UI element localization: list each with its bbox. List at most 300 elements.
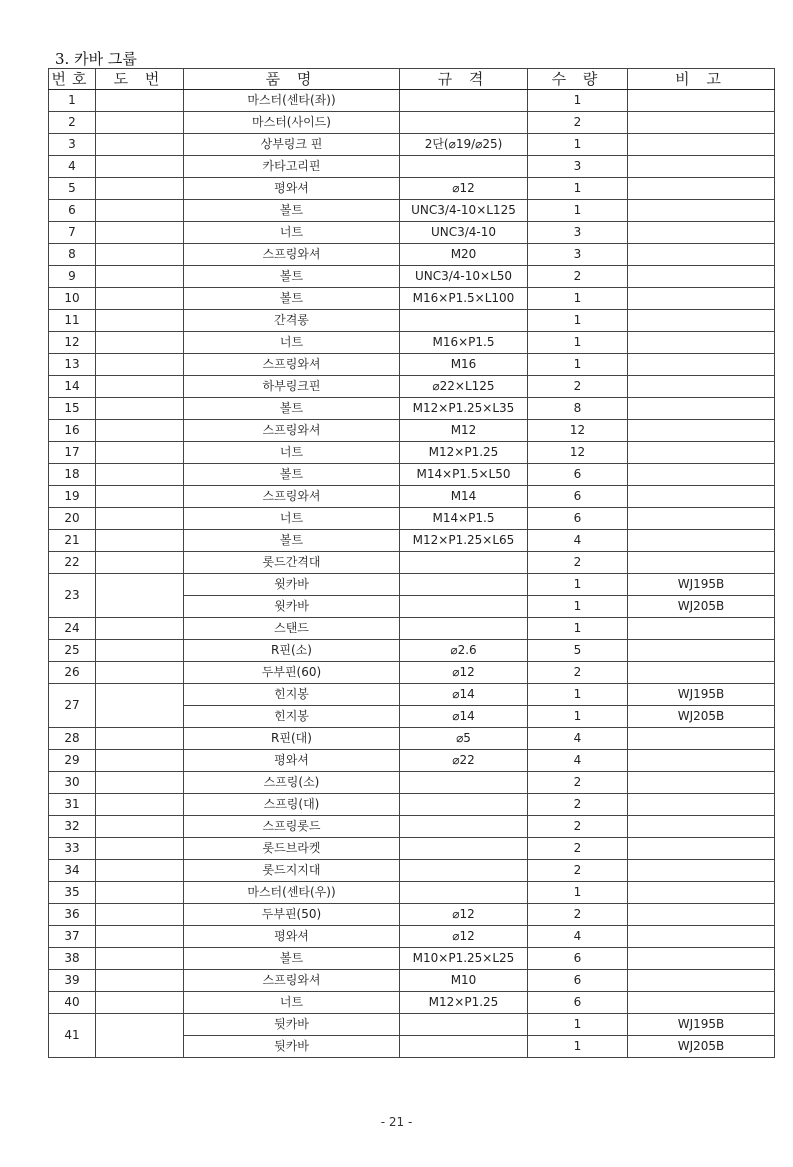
table-row — [49, 926, 775, 948]
part-name-cell: 볼트 — [184, 948, 400, 970]
row-number: 4 — [49, 156, 96, 178]
drawing-number-cell — [96, 90, 184, 112]
quantity-cell: 6 — [528, 992, 628, 1014]
spec-cell: M12×P1.25×L35 — [400, 398, 528, 420]
drawing-number-cell — [96, 508, 184, 530]
part-name-cell: 롯드간격대 — [184, 552, 400, 574]
spec-cell: ⌀22 — [400, 750, 528, 772]
part-name-cell: 스프링롯드 — [184, 816, 400, 838]
remarks-cell — [628, 904, 775, 926]
row-number: 8 — [49, 244, 96, 266]
part-name-cell: 너트 — [184, 442, 400, 464]
part-name-cell: 평와셔 — [184, 750, 400, 772]
part-name-cell: 스프링와셔 — [184, 420, 400, 442]
remarks-cell — [628, 750, 775, 772]
table-row — [49, 948, 775, 970]
part-name-cell: 평와셔 — [184, 926, 400, 948]
quantity-cell: 1 — [528, 1036, 628, 1058]
remarks-cell: WJ195B — [628, 574, 775, 596]
remarks-cell — [628, 200, 775, 222]
row-number: 39 — [49, 970, 96, 992]
row-number: 2 — [49, 112, 96, 134]
table-row — [49, 376, 775, 398]
drawing-number-cell — [96, 398, 184, 420]
part-name-cell: 카타고리핀 — [184, 156, 400, 178]
part-name-cell: 윗카바 — [184, 596, 400, 618]
spec-cell: ⌀12 — [400, 904, 528, 926]
part-name-cell: 스프링와셔 — [184, 486, 400, 508]
table-row — [49, 772, 775, 794]
quantity-cell: 1 — [528, 200, 628, 222]
quantity-cell: 2 — [528, 816, 628, 838]
quantity-cell: 1 — [528, 310, 628, 332]
spec-cell: M12×P1.25 — [400, 992, 528, 1014]
spec-cell: UNC3/4-10×L50 — [400, 266, 528, 288]
parts-table-body — [49, 90, 775, 1058]
drawing-number-cell — [96, 860, 184, 882]
part-name-cell: 롯드지지대 — [184, 860, 400, 882]
quantity-cell: 4 — [528, 750, 628, 772]
drawing-number-cell — [96, 794, 184, 816]
row-number: 10 — [49, 288, 96, 310]
spec-cell: M14 — [400, 486, 528, 508]
remarks-cell — [628, 530, 775, 552]
row-number: 29 — [49, 750, 96, 772]
row-number: 24 — [49, 618, 96, 640]
table-row — [49, 288, 775, 310]
row-number: 9 — [49, 266, 96, 288]
drawing-number-cell — [96, 178, 184, 200]
quantity-cell: 2 — [528, 904, 628, 926]
drawing-number-cell — [96, 992, 184, 1014]
row-number: 37 — [49, 926, 96, 948]
spec-cell — [400, 1014, 528, 1036]
part-name-cell: 스프링와셔 — [184, 970, 400, 992]
row-number: 13 — [49, 354, 96, 376]
remarks-cell: WJ195B — [628, 1014, 775, 1036]
part-name-cell: 볼트 — [184, 398, 400, 420]
quantity-cell: 1 — [528, 684, 628, 706]
drawing-number-cell — [96, 156, 184, 178]
spec-cell — [400, 860, 528, 882]
spec-cell — [400, 618, 528, 640]
remarks-cell — [628, 772, 775, 794]
remarks-cell — [628, 662, 775, 684]
row-number: 3 — [49, 134, 96, 156]
drawing-number-cell — [96, 970, 184, 992]
drawing-number-cell — [96, 244, 184, 266]
table-row — [49, 266, 775, 288]
table-row — [49, 178, 775, 200]
quantity-cell: 4 — [528, 530, 628, 552]
drawing-number-cell — [96, 134, 184, 156]
part-name-cell: 두부핀(50) — [184, 904, 400, 926]
row-number: 30 — [49, 772, 96, 794]
drawing-number-cell — [96, 926, 184, 948]
part-name-cell: 상부링크 핀 — [184, 134, 400, 156]
remarks-cell — [628, 90, 775, 112]
part-name-cell: 평와셔 — [184, 178, 400, 200]
table-row — [49, 442, 775, 464]
quantity-cell: 2 — [528, 772, 628, 794]
remarks-cell — [628, 244, 775, 266]
table-row — [49, 486, 775, 508]
part-name-cell: 마스터(센타(우)) — [184, 882, 400, 904]
table-row — [49, 222, 775, 244]
row-number: 21 — [49, 530, 96, 552]
spec-cell — [400, 90, 528, 112]
quantity-cell: 6 — [528, 948, 628, 970]
table-row — [49, 156, 775, 178]
remarks-cell — [628, 640, 775, 662]
row-number: 36 — [49, 904, 96, 926]
remarks-cell — [628, 728, 775, 750]
quantity-cell: 4 — [528, 728, 628, 750]
quantity-cell: 1 — [528, 354, 628, 376]
header-spec: 규 격 — [400, 69, 528, 90]
table-row — [49, 354, 775, 376]
part-name-cell: 스프링(대) — [184, 794, 400, 816]
remarks-cell — [628, 970, 775, 992]
spec-cell — [400, 156, 528, 178]
table-row — [49, 992, 775, 1014]
drawing-number-cell — [96, 266, 184, 288]
part-name-cell: 뒷카바 — [184, 1036, 400, 1058]
quantity-cell: 6 — [528, 970, 628, 992]
part-name-cell: 간격롱 — [184, 310, 400, 332]
spec-cell: M16×P1.5×L100 — [400, 288, 528, 310]
remarks-cell — [628, 992, 775, 1014]
spec-cell: M16×P1.5 — [400, 332, 528, 354]
quantity-cell: 2 — [528, 838, 628, 860]
remarks-cell — [628, 552, 775, 574]
spec-cell: UNC3/4-10×L125 — [400, 200, 528, 222]
remarks-cell — [628, 464, 775, 486]
row-number: 35 — [49, 882, 96, 904]
quantity-cell: 5 — [528, 640, 628, 662]
drawing-number-cell — [96, 618, 184, 640]
table-row — [49, 1014, 775, 1036]
table-row — [49, 398, 775, 420]
remarks-cell — [628, 948, 775, 970]
quantity-cell: 2 — [528, 662, 628, 684]
table-row — [49, 750, 775, 772]
part-name-cell: 두부핀(60) — [184, 662, 400, 684]
drawing-number-cell — [96, 486, 184, 508]
row-number: 5 — [49, 178, 96, 200]
remarks-cell — [628, 838, 775, 860]
row-number: 34 — [49, 860, 96, 882]
drawing-number-cell — [96, 222, 184, 244]
quantity-cell: 1 — [528, 134, 628, 156]
drawing-number-cell — [96, 1014, 184, 1058]
table-row — [49, 640, 775, 662]
quantity-cell: 1 — [528, 332, 628, 354]
part-name-cell: 힌지봉 — [184, 684, 400, 706]
part-name-cell: 너트 — [184, 222, 400, 244]
spec-cell — [400, 882, 528, 904]
part-name-cell: R핀(소) — [184, 640, 400, 662]
row-number: 19 — [49, 486, 96, 508]
quantity-cell: 1 — [528, 706, 628, 728]
spec-cell: M10×P1.25×L25 — [400, 948, 528, 970]
spec-cell — [400, 552, 528, 574]
table-row — [49, 684, 775, 706]
quantity-cell: 3 — [528, 222, 628, 244]
table-row — [49, 200, 775, 222]
drawing-number-cell — [96, 750, 184, 772]
remarks-cell — [628, 486, 775, 508]
remarks-cell: WJ205B — [628, 1036, 775, 1058]
table-row — [49, 618, 775, 640]
remarks-cell: WJ205B — [628, 706, 775, 728]
spec-cell: ⌀14 — [400, 706, 528, 728]
remarks-cell — [628, 288, 775, 310]
quantity-cell: 1 — [528, 288, 628, 310]
row-number: 28 — [49, 728, 96, 750]
table-row — [49, 574, 775, 596]
table-row — [49, 134, 775, 156]
remarks-cell — [628, 222, 775, 244]
part-name-cell: 롯드브라켓 — [184, 838, 400, 860]
remarks-cell — [628, 926, 775, 948]
spec-cell — [400, 816, 528, 838]
spec-cell: ⌀12 — [400, 178, 528, 200]
remarks-cell — [628, 618, 775, 640]
header-row — [49, 69, 775, 90]
header-remarks: 비 고 — [628, 69, 775, 90]
table-row — [49, 90, 775, 112]
row-number: 25 — [49, 640, 96, 662]
spec-cell: ⌀22×L125 — [400, 376, 528, 398]
spec-cell: M10 — [400, 970, 528, 992]
drawing-number-cell — [96, 684, 184, 728]
quantity-cell: 2 — [528, 552, 628, 574]
remarks-cell — [628, 354, 775, 376]
drawing-number-cell — [96, 816, 184, 838]
part-name-cell: 스탠드 — [184, 618, 400, 640]
remarks-cell — [628, 310, 775, 332]
drawing-number-cell — [96, 728, 184, 750]
remarks-cell — [628, 134, 775, 156]
remarks-cell — [628, 156, 775, 178]
drawing-number-cell — [96, 838, 184, 860]
part-name-cell: 하부링크핀 — [184, 376, 400, 398]
part-name-cell: 너트 — [184, 332, 400, 354]
drawing-number-cell — [96, 288, 184, 310]
spec-cell: ⌀12 — [400, 662, 528, 684]
spec-cell: ⌀12 — [400, 926, 528, 948]
row-number: 15 — [49, 398, 96, 420]
table-row — [49, 970, 775, 992]
quantity-cell: 1 — [528, 90, 628, 112]
quantity-cell: 2 — [528, 266, 628, 288]
spec-cell: 2단(⌀19/⌀25) — [400, 134, 528, 156]
row-number: 23 — [49, 574, 96, 618]
spec-cell — [400, 794, 528, 816]
table-row — [49, 860, 775, 882]
remarks-cell — [628, 816, 775, 838]
quantity-cell: 2 — [528, 376, 628, 398]
row-number: 16 — [49, 420, 96, 442]
drawing-number-cell — [96, 882, 184, 904]
table-row — [49, 530, 775, 552]
table-row — [49, 112, 775, 134]
table-row — [49, 332, 775, 354]
table-row — [49, 728, 775, 750]
header-drawing-no: 도 번 — [96, 69, 184, 90]
drawing-number-cell — [96, 310, 184, 332]
part-name-cell: 마스터(센타(좌)) — [184, 90, 400, 112]
spec-cell — [400, 1036, 528, 1058]
row-number: 6 — [49, 200, 96, 222]
drawing-number-cell — [96, 442, 184, 464]
part-name-cell: 스프링(소) — [184, 772, 400, 794]
header-part-name: 품 명 — [184, 69, 400, 90]
spec-cell — [400, 838, 528, 860]
part-name-cell: 볼트 — [184, 464, 400, 486]
row-number: 17 — [49, 442, 96, 464]
spec-cell: M16 — [400, 354, 528, 376]
remarks-cell: WJ205B — [628, 596, 775, 618]
quantity-cell: 1 — [528, 596, 628, 618]
drawing-number-cell — [96, 112, 184, 134]
table-row — [49, 904, 775, 926]
drawing-number-cell — [96, 464, 184, 486]
drawing-number-cell — [96, 420, 184, 442]
remarks-cell — [628, 882, 775, 904]
spec-cell: M12×P1.25×L65 — [400, 530, 528, 552]
quantity-cell: 1 — [528, 882, 628, 904]
part-name-cell: 마스터(사이드) — [184, 112, 400, 134]
row-number: 14 — [49, 376, 96, 398]
quantity-cell: 6 — [528, 464, 628, 486]
row-number: 27 — [49, 684, 96, 728]
row-number: 33 — [49, 838, 96, 860]
remarks-cell — [628, 442, 775, 464]
row-number: 38 — [49, 948, 96, 970]
part-name-cell: 볼트 — [184, 200, 400, 222]
parts-table — [48, 68, 775, 1058]
remarks-cell — [628, 860, 775, 882]
quantity-cell: 3 — [528, 244, 628, 266]
quantity-cell: 4 — [528, 926, 628, 948]
drawing-number-cell — [96, 640, 184, 662]
drawing-number-cell — [96, 574, 184, 618]
drawing-number-cell — [96, 662, 184, 684]
spec-cell: ⌀14 — [400, 684, 528, 706]
header-number: 번호 — [49, 69, 96, 90]
table-row — [49, 420, 775, 442]
drawing-number-cell — [96, 552, 184, 574]
part-name-cell: R핀(대) — [184, 728, 400, 750]
part-name-cell: 볼트 — [184, 288, 400, 310]
row-number: 11 — [49, 310, 96, 332]
spec-cell: M12×P1.25 — [400, 442, 528, 464]
table-row — [49, 794, 775, 816]
part-name-cell: 힌지봉 — [184, 706, 400, 728]
part-name-cell: 윗카바 — [184, 574, 400, 596]
row-number: 26 — [49, 662, 96, 684]
row-number: 20 — [49, 508, 96, 530]
part-name-cell: 볼트 — [184, 266, 400, 288]
row-number: 18 — [49, 464, 96, 486]
row-number: 40 — [49, 992, 96, 1014]
table-row — [49, 310, 775, 332]
remarks-cell — [628, 398, 775, 420]
spec-cell — [400, 772, 528, 794]
remarks-cell — [628, 266, 775, 288]
drawing-number-cell — [96, 904, 184, 926]
remarks-cell: WJ195B — [628, 684, 775, 706]
table-row — [49, 838, 775, 860]
remarks-cell — [628, 332, 775, 354]
quantity-cell: 6 — [528, 486, 628, 508]
drawing-number-cell — [96, 772, 184, 794]
spec-cell — [400, 310, 528, 332]
quantity-cell: 8 — [528, 398, 628, 420]
drawing-number-cell — [96, 200, 184, 222]
spec-cell: UNC3/4-10 — [400, 222, 528, 244]
table-row — [49, 816, 775, 838]
remarks-cell — [628, 376, 775, 398]
row-number: 32 — [49, 816, 96, 838]
spec-cell: M14×P1.5×L50 — [400, 464, 528, 486]
remarks-cell — [628, 794, 775, 816]
spec-cell: ⌀2.6 — [400, 640, 528, 662]
header-quantity: 수 량 — [528, 69, 628, 90]
table-row — [49, 508, 775, 530]
spec-cell — [400, 574, 528, 596]
drawing-number-cell — [96, 332, 184, 354]
quantity-cell: 2 — [528, 112, 628, 134]
drawing-number-cell — [96, 948, 184, 970]
row-number: 7 — [49, 222, 96, 244]
table-row — [49, 552, 775, 574]
spec-cell — [400, 596, 528, 618]
quantity-cell: 2 — [528, 794, 628, 816]
spec-cell: ⌀5 — [400, 728, 528, 750]
part-name-cell: 스프링와셔 — [184, 354, 400, 376]
part-name-cell: 너트 — [184, 508, 400, 530]
part-name-cell: 스프링와셔 — [184, 244, 400, 266]
drawing-number-cell — [96, 530, 184, 552]
part-name-cell: 볼트 — [184, 530, 400, 552]
part-name-cell: 뒷카바 — [184, 1014, 400, 1036]
part-name-cell: 너트 — [184, 992, 400, 1014]
spec-cell: M12 — [400, 420, 528, 442]
spec-cell — [400, 112, 528, 134]
remarks-cell — [628, 508, 775, 530]
quantity-cell: 1 — [528, 618, 628, 640]
quantity-cell: 6 — [528, 508, 628, 530]
spec-cell: M14×P1.5 — [400, 508, 528, 530]
row-number: 22 — [49, 552, 96, 574]
remarks-cell — [628, 420, 775, 442]
drawing-number-cell — [96, 354, 184, 376]
row-number: 1 — [49, 90, 96, 112]
quantity-cell: 1 — [528, 178, 628, 200]
table-row — [49, 244, 775, 266]
row-number: 31 — [49, 794, 96, 816]
row-number: 41 — [49, 1014, 96, 1058]
remarks-cell — [628, 112, 775, 134]
quantity-cell: 12 — [528, 442, 628, 464]
table-row — [49, 882, 775, 904]
quantity-cell: 1 — [528, 1014, 628, 1036]
table-row — [49, 464, 775, 486]
quantity-cell: 3 — [528, 156, 628, 178]
